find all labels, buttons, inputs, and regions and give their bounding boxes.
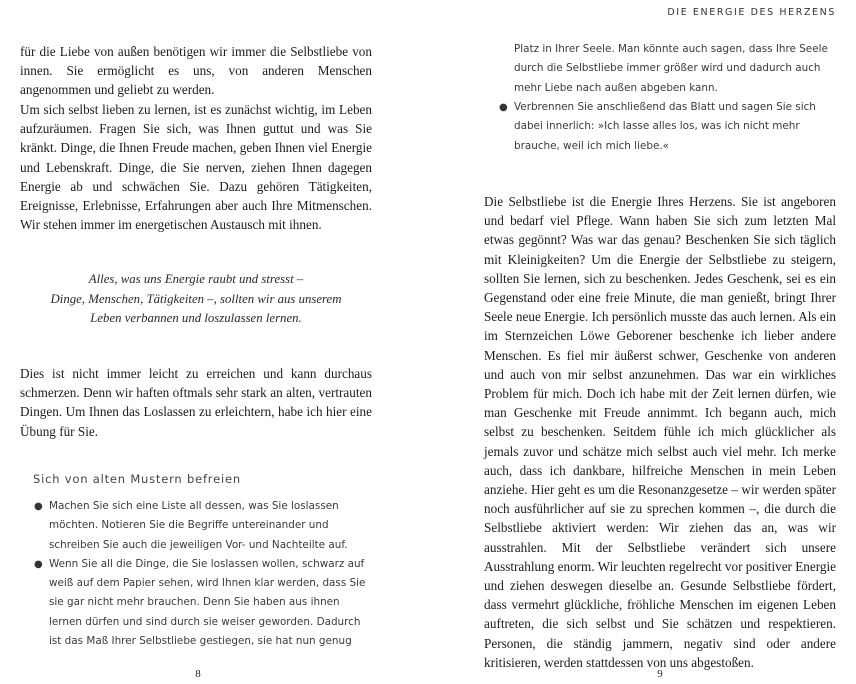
left-page (0, 0, 400, 684)
exercise-bullet-2-text: Wenn Sie all die Dinge, die Sie loslassen wollen, schwarz auf weiß auf dem Papier sehen, wird Ihnen klar werden, dass Sie sie gar nicht mehr brauchen. Denn Sie haben aus ihnen lernen dürfen und sind durch sie weiser geworden. Dadurch ist das Maß Ihrer Selbstliebe gestiegen, sie hat nun genug (49, 557, 366, 648)
exercise-bullet-1 (33, 497, 373, 555)
exercise-list-continued (498, 98, 834, 156)
pull-quote-line-1: Alles, was uns Energie raubt und stresst – (88, 272, 304, 286)
right-paragraph-1: Die Selbstliebe ist die Energie Ihres Herzens. Sie ist angeboren und bedarf viel Pflege. Wann haben Sie sich zum letzten Mal etwas gegönnt? Was war das genau? Beschenken Sie sich täglich mit Kleinigkeiten? Um die Energie der Selbstliebe zu steigern, sollten Sie lernen, sich zu beschenken. Jedes Geschenk, sei es ein Gegenstand oder eine freie Minute, die man genießt, bringt Ihrer Seele neue Energie. Ich persönlich musste das auch lernen. Als ein im Sternzeichen Löwe Geborener beschenke ich lieber andere Menschen. Es fiel mir äußerst schwer, Geschenke von anderen und auch von mir selbst anzunehmen. Das war ein wirkliches Problem für mich. Doch ich habe mit der Zeit lernen dürfen, wie man Geschenke mit Freude annimmt. Ich begann auch, mich selbst zu beschenken. Seitdem fühle ich mich glücklicher als jemals zuvor und schätze mich selbst auch viel mehr. Ich merke auch, dass ich dankbare, hilfreiche Menschen in mein Leben anziehe. Hier geht es um die Resonanzgesetze – wir werden später noch ausführlicher auf sie zu sprechen kommen –, die durch die Selbstliebe aktiviert werden: Wir ziehen das an, was wir ausstrahlen. Mit der Selbstliebe verändert sich unsere Ausstrahlung enorm. Wir leuchten regelrecht vor positiver Energie und ziehen deswegen dieselbe an. Gesunde Selbstliebe fördert, dass vermehrt glückliche, fröhliche Menschen im eigenen Leben auftreten, die sich selbst und Sie schätzen und respektieren. Personen, die ständig jammern, negativ sind oder andere kritisieren, werden stattdessen von uns abgestoßen. (484, 194, 837, 670)
bullet-dot-icon: ● (499, 102, 508, 113)
exercise-bullet-2 (33, 555, 373, 651)
exercise-heading: Sich von alten Mustern befreien (33, 472, 241, 486)
left-paragraph-2: Um sich selbst lieben zu lernen, ist es zunächst wichtig, im Leben aufzuräumen. Fragen Sie sich, was Ihnen guttut und was Sie kränkt. Dinge, die Ihnen Freude machen, geben Ihnen viel Energie und Lebenskraft. Dinge, die Sie nerven, ziehen Ihnen dagegen Energie ab und schwächen Sie. Dazu gehören Tätigkeiten, Ereignisse, Erlebnisse, Erfahrungen aber auch Ihre Mitmenschen. Wir stehen immer im energetischen Austausch mit ihnen. (20, 102, 372, 233)
pull-quote-line-2: Dinge, Menschen, Tätigkeiten –, sollten wir aus unserem (50, 291, 342, 306)
bullet-dot-icon: ● (34, 501, 43, 512)
exercise-bullet-3-text: Verbrennen Sie anschließend das Blatt und sagen Sie sich dabei innerlich: »Ich lasse alles los, was ich nicht mehr brauche, weil ich mich liebe.« (514, 101, 816, 152)
left-paragraph-1: für die Liebe von außen benötigen wir immer die Selbstliebe von innen. Sie ermöglicht es uns, von anderen Menschen angenommen und geliebt zu werden. (20, 44, 372, 98)
exercise-list (33, 497, 373, 651)
page-number-right: 9 (657, 668, 663, 680)
pull-quote-line-3: Leben verbannen und loszulassen lernen. (90, 311, 302, 326)
left-paragraph-3: Dies ist nicht immer leicht zu erreichen und kann durchaus schmerzen. Denn wir haften oftmals sehr stark an alten, vertrauten Dingen. Um Ihnen das Loslassen zu erleichtern, habe ich hier eine Übung für Sie. (20, 366, 372, 439)
bullet-continuation: Platz in Ihrer Seele. Man könnte auch sagen, dass Ihre Seele durch die Selbstliebe immer größer wird und dadurch auch mehr Liebe nach außen abgeben kann. (514, 43, 828, 94)
page-number-left: 8 (195, 668, 201, 680)
exercise-bullet-1-text: Machen Sie sich eine Liste all dessen, was Sie loslassen möchten. Notieren Sie die Begriffe untereinander und schreiben Sie auch die jeweiligen Vor- und Nachteilte auf. (49, 500, 348, 551)
running-header: DIE ENERGIE DES HERZENS (667, 7, 836, 18)
pull-quote (20, 270, 372, 329)
right-page (428, 0, 856, 684)
exercise-bullet-3 (498, 98, 834, 156)
bullet-dot-icon: ● (34, 558, 43, 570)
